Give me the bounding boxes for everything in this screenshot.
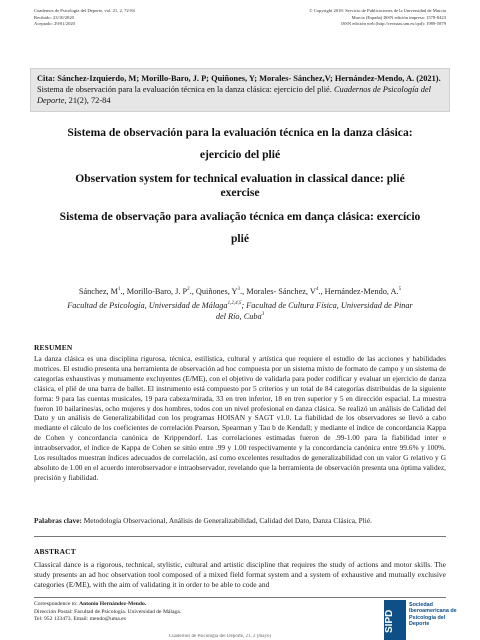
- abstract-heading: ABSTRACT: [34, 547, 76, 556]
- affiliation: [40, 300, 440, 322]
- title-spanish: [30, 122, 450, 166]
- page-header: [34, 8, 446, 48]
- footer-journal-line: Cuadernos de Psicología del Deporte, 21, 2 (mayo): [168, 634, 272, 639]
- author-1: Sánchez, M: [78, 287, 119, 296]
- title-english-line-2: exercise: [220, 186, 260, 199]
- correspondence: [34, 601, 181, 624]
- issn-web: ISSN edición web (http://revistas.um.es/cpd): 1989-5879: [341, 21, 446, 27]
- abstract-text: Classical dance is a rigorous, technical, stylistic, cultural and artistic discipline that requires the study of actions and motor skills. The study presents an ad hoc observation tool composed of a mixed field format system and a system of exhaustive and mutually exclusive categories (E/ME), with the aim of validating it in order to be able to code and: [34, 560, 446, 589]
- sipd-logo-mark: [384, 600, 406, 640]
- title-spanish-line-1: Sistema de observación para la evaluación técnica en la danza clásica:: [67, 126, 413, 139]
- title-portuguese-line-2: plié: [230, 232, 250, 245]
- title-portuguese: [30, 206, 450, 250]
- footer-divider: [34, 597, 446, 598]
- correspondence-name: Antonio Hernández-Mendo.: [79, 601, 147, 607]
- author-4: Morales- Sánchez, V: [246, 287, 316, 296]
- affiliation-pinar-sup: 3: [261, 312, 265, 318]
- copyright-line: © Copyright 2018: Servicio de Publicaciones de la Universidad de Murcia: [309, 8, 446, 13]
- logo-line-3: Psicología del: [409, 614, 446, 621]
- author-3-sup: 3: [237, 287, 241, 293]
- author-2: Morillo-Baro, J. P: [126, 287, 188, 296]
- logo-line-4: Deporte: [409, 621, 430, 628]
- received-date: Recibido: 23/10/2020: [34, 14, 74, 20]
- correspondence-address: Dirección Postal: Facultad de Psicología. Universidad de Málaga.: [34, 608, 182, 615]
- keywords-text: Metodología Observacional, Análisis de Generalizabilidad, Calidad del Dato, Danza Clásica, Plié.: [83, 516, 372, 525]
- citation-volume: 21(2), 72-84: [68, 96, 111, 105]
- citation-authors: Sánchez-Izquierdo, M; Morillo-Baro, J. P; Quiñones, Y; Morales- Sánchez,V; Hernández-Mendo, A. (2021).: [57, 74, 441, 83]
- sipd-logo-text: [409, 602, 465, 628]
- affiliation-malaga-sup: 1,2,4,5: [227, 301, 242, 307]
- affiliation-pinar: ; Facultad de Cultura Física, Universidad de Pinar: [241, 301, 413, 310]
- sipd-logo-letters: SIPD: [384, 609, 395, 633]
- header-right: [246, 8, 446, 28]
- citation-title: Sistema de observación para la evaluación técnica en la danza clásica: ejercicio del plié.: [37, 85, 332, 94]
- logo-line-2: Iberoamericana de: [409, 608, 457, 615]
- citation-journal: Cuadernos de Psicología del Deporte,: [37, 85, 431, 105]
- section-divider: [34, 536, 446, 537]
- author-1-sup: 1: [118, 287, 121, 293]
- affiliation-pinar-line-2: del Río, Cuba: [215, 312, 262, 321]
- title-portuguese-line-1: Sistema de observação para avaliação técnica em dança clásica: exercício: [59, 210, 421, 223]
- author-4-sup: 4: [315, 287, 319, 293]
- journal-reference: Cuadernos de Psicología del Deporte, vol. 21, 2, 72-84: [34, 8, 135, 13]
- correspondence-contact: Tel: 952 133473. Email: mendo@uma.es: [34, 616, 126, 623]
- correspondence-label: Correspondence to:: [34, 601, 78, 607]
- accepted-date: Aceptado: 29/01/2020: [34, 21, 75, 27]
- title-block: [30, 122, 450, 250]
- title-spanish-line-2: ejercicio del plié: [199, 148, 281, 161]
- resumen-text: La danza clásica es una disciplina rigurosa, técnica, estilística, cultural y artística que requiere el estudio de las acciones y habilidades motrices. El estudio presenta una herramienta de observación ad hoc compuesta por un sistema mixto de formato de campo y un sistema de categorías exhaustivas y mutuamente excluyentes (E/ME), con el objetivo de validarla para poder codificar y evaluar un ejercicio de danza clásica, el plié de una barra de ballet. El instrumento está compuesto por 5 criterios y un total de 84 categorías distribuidas de la siguiente forma: 9 para las cuentas musicales, 19 para cabeza/mirada, 33 en tren inferior, 18 en tren superior y 5 en dirección espacial. La muestra fueron 10 bailarines/as, ocho mujeres y dos hombres, todos con un nivel profesional en danza clásica. Se realizó un análisis de Calidad del Dato y un análisis de Generalizabilidad con los programas HOISAN y SAGT v1.0. La fiabilidad de los observadores se llevó a cabo mediante el cálculo de los coeficientes de correlación Pearson, Spearman y Tau b de Kendall; y mediante el índice de concordancia Kappa de Cohen y concordancia canónica de Krippendorf. Las correlaciones estimadas fueron de .99-1.00 para la fiabilidad inter e intraobservador, el índice de Kappa de Cohen se sitúo entre .99 y 1.00 respectivamente y la concordancia canónica entre 99.6% y 100%. Los resultados muestran índices adecuados de correlación, así como excelentes resultados de generalizabilidad con un valor G relativo y G absoluto de 1.00 en el acuerdo interobservador e intraobservador, revelando que la herramienta de observación presenta una óptima validez, precisión y fiabilidad.: [34, 354, 446, 482]
- header-left: [34, 8, 234, 28]
- keywords-label: Palabras clave:: [34, 516, 82, 525]
- title-english: [30, 172, 450, 200]
- affiliation-malaga: Facultad de Psicología, Universidad de Málaga: [67, 301, 228, 310]
- author-3: Quiñones, Y: [195, 287, 238, 296]
- sipd-logo: [384, 600, 466, 640]
- keywords: [34, 516, 446, 526]
- citation-box: [30, 68, 450, 112]
- logo-line-1: Sociedad: [409, 602, 433, 608]
- author-5: Hernández-Mendo, A.: [324, 287, 399, 296]
- citation-label: Cita:: [37, 74, 56, 83]
- author-5-sup: 5: [398, 287, 402, 293]
- resumen-heading: RESUMEN: [34, 343, 73, 352]
- issn-print: Murcia (España) ISSN edición impresa: 1578-8423: [351, 14, 446, 20]
- author-list: Sánchez, $M^1$., Morillo-Baro, J. $P^2$., Quiñones, $Y^3$., Morales- Sánchez, $V^4$., Hernández-Mendo, A.$^5$: [78, 287, 402, 296]
- author-2-sup: 2: [187, 287, 190, 293]
- title-english-line-1: Observation system for technical evaluation in classical dance: plié: [75, 172, 405, 185]
